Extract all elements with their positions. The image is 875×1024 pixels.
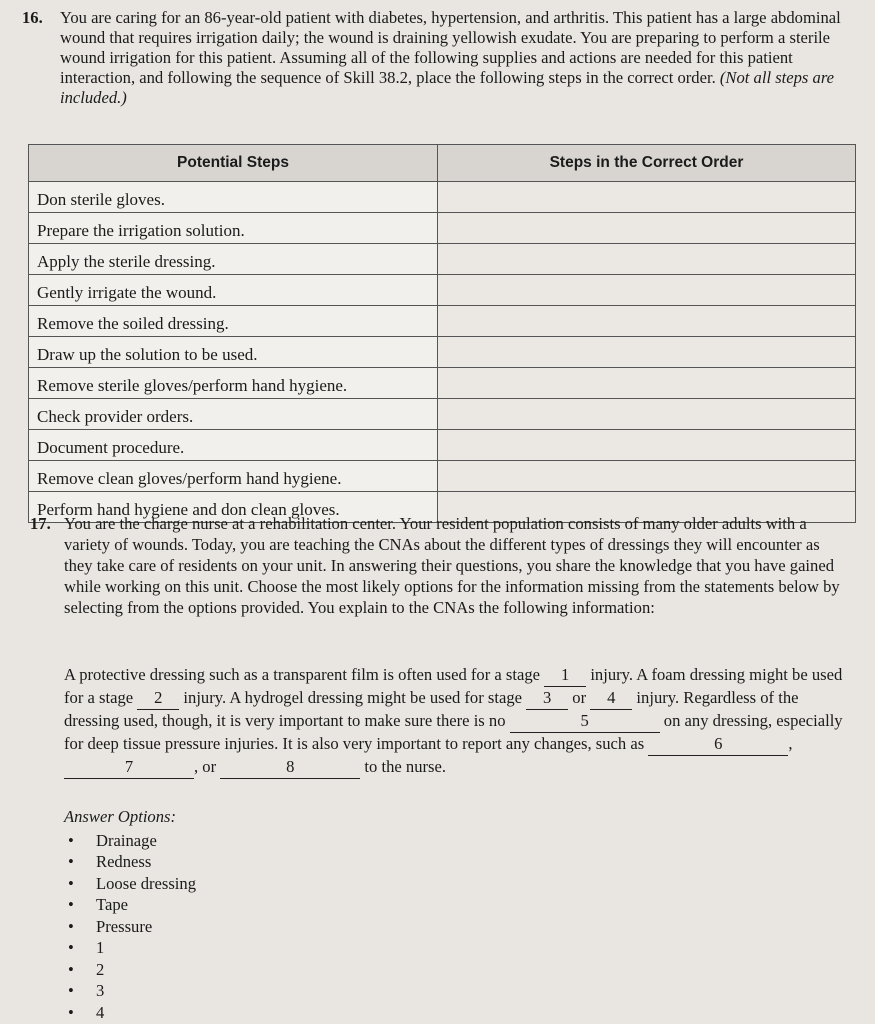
bullet-icon: • <box>68 938 74 957</box>
order-answer-cell[interactable] <box>438 275 856 306</box>
blank-5[interactable]: 5 <box>510 710 660 733</box>
paragraph-text: to the nurse. <box>360 757 446 776</box>
table-row <box>29 337 856 368</box>
answer-option: 3 <box>96 981 105 1000</box>
potential-step: Gently irrigate the wound. <box>29 275 438 306</box>
potential-step: Remove clean gloves/perform hand hygiene. <box>29 461 438 492</box>
order-answer-cell[interactable] <box>438 306 856 337</box>
list-item <box>64 980 196 1002</box>
paragraph-text: on any dressing, especially for deep tissue pressure injuries. It is also very important to report any changes, such as <box>64 711 843 753</box>
paragraph-text: injury. Regardless of the dressing used, though, it is very important to make sure there is no <box>64 688 799 730</box>
question-text: You are caring for an 86-year-old patient with diabetes, hypertension, and arthritis. This patient has a large abdominal wound that requires irrigation daily; the wound is draining yellowish exudate. You are preparing to perform a sterile wound irrigation for this patient. Assuming all of the following supplies and actions are needed for this patient interaction, and following the sequence of Skill 38.2, place the following steps in the correct order. <box>60 8 841 87</box>
bullet-icon: • <box>68 981 74 1000</box>
answer-option: 4 <box>96 1002 105 1022</box>
potential-step: Perform hand hygiene and don clean gloves. <box>29 492 438 523</box>
answer-options <box>64 806 196 1023</box>
table-row <box>29 368 856 399</box>
bullet-icon: • <box>68 916 74 936</box>
list-item <box>64 937 196 959</box>
blank-3[interactable]: 3 <box>526 687 568 710</box>
answer-list <box>64 830 196 1024</box>
potential-step: Apply the sterile dressing. <box>29 244 438 275</box>
paragraph-text: , <box>788 734 793 753</box>
order-answer-cell[interactable] <box>438 337 856 368</box>
order-answer-cell[interactable] <box>438 244 856 275</box>
potential-step: Don sterile gloves. <box>29 182 438 213</box>
table-row <box>29 275 856 306</box>
potential-step: Remove sterile gloves/perform hand hygiene. <box>29 368 438 399</box>
table-row <box>29 213 856 244</box>
fill-in-paragraph <box>64 664 854 779</box>
blank-6[interactable]: 6 <box>648 733 788 756</box>
potential-step: Remove the soiled dressing. <box>29 306 438 337</box>
answer-option: Tape <box>96 895 129 914</box>
bullet-icon: • <box>68 852 74 871</box>
list-item <box>64 1002 196 1024</box>
list-item <box>64 916 196 938</box>
correct-order-header: Steps in the Correct Order <box>438 145 856 182</box>
potential-step: Check provider orders. <box>29 399 438 430</box>
blank-1[interactable]: 1 <box>544 664 586 687</box>
answer-option: 2 <box>96 959 105 979</box>
blank-2[interactable]: 2 <box>137 687 179 710</box>
table-row <box>29 306 856 337</box>
question-number: 16. <box>22 8 43 27</box>
question-number: 17. <box>30 514 51 533</box>
table-row <box>29 244 856 275</box>
blank-4[interactable]: 4 <box>590 687 632 710</box>
order-answer-cell[interactable] <box>438 213 856 244</box>
order-answer-cell[interactable] <box>438 182 856 213</box>
blank-7[interactable]: 7 <box>64 756 194 779</box>
question-note: (Not all steps are included.) <box>60 68 835 107</box>
potential-step: Draw up the solution to be used. <box>29 337 438 368</box>
answer-option: Pressure <box>96 916 153 936</box>
bullet-icon: • <box>68 830 74 850</box>
list-item <box>64 959 196 981</box>
answer-option: 1 <box>96 938 105 957</box>
paragraph-text: or <box>568 688 591 707</box>
table-row <box>29 399 856 430</box>
list-item <box>64 873 196 895</box>
bullet-icon: • <box>68 895 74 914</box>
question-16 <box>22 8 852 108</box>
question-17 <box>30 513 840 618</box>
list-item <box>64 851 196 873</box>
bullet-icon: • <box>68 873 74 893</box>
table-row <box>29 182 856 213</box>
bullet-icon: • <box>68 959 74 979</box>
answer-option: Redness <box>96 852 152 871</box>
paragraph-text: , or <box>194 757 221 776</box>
paragraph-text: injury. A foam dressing might be used for a stage <box>64 665 843 707</box>
potential-steps-header: Potential Steps <box>29 145 438 182</box>
table-row <box>29 461 856 492</box>
potential-step: Document procedure. <box>29 430 438 461</box>
order-answer-cell[interactable] <box>438 368 856 399</box>
order-answer-cell[interactable] <box>438 430 856 461</box>
question-text: You are the charge nurse at a rehabilitation center. Your resident population consists of many older adults with a variety of wounds. Today, you are teaching the CNAs about the different types of dressings they will encounter as they take care of residents on your unit. In answering their questions, you share the knowledge that you have gained while working on this unit. Choose the most likely options for the information missing from the statements below by selecting from the options provided. You explain to the CNAs the following information: <box>64 514 840 617</box>
list-item <box>64 830 196 852</box>
paragraph-text: A protective dressing such as a transparent film is often used for a stage <box>64 665 545 684</box>
answer-options-header: Answer Options: <box>64 807 177 826</box>
list-item <box>64 894 196 916</box>
answer-option: Drainage <box>96 830 157 850</box>
paragraph-text: injury. A hydrogel dressing might be used for stage <box>179 688 527 707</box>
table-row <box>29 430 856 461</box>
potential-step: Prepare the irrigation solution. <box>29 213 438 244</box>
steps-table <box>28 144 856 523</box>
order-answer-cell[interactable] <box>438 399 856 430</box>
answer-option: Loose dressing <box>96 873 197 893</box>
order-answer-cell[interactable] <box>438 461 856 492</box>
bullet-icon: • <box>68 1002 74 1022</box>
blank-8[interactable]: 8 <box>220 756 360 779</box>
